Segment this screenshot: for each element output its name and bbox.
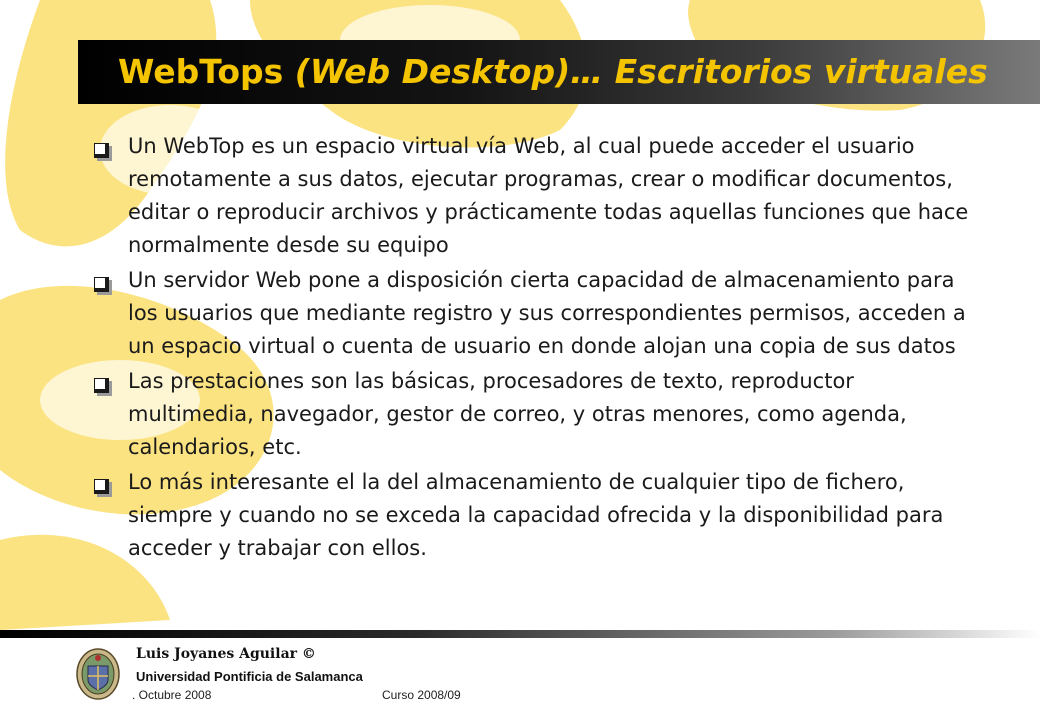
bullet-text: Lo más interesante el la del almacenamiento de cualquier tipo de fichero, siempre y cuando no se exceda la capacidad ofrecida y la disponibilidad para acceder y trabajar con ellos.: [128, 470, 944, 560]
bullet-text: Un servidor Web pone a disposición cierta capacidad de almacenamiento para los usuarios que mediante registro y sus correspondientes permisos, acceden a un espacio virtual o cuenta de usuario en donde alojan una copia de sus datos: [128, 268, 966, 358]
bullet-text: Un WebTop es un espacio virtual vía Web, al cual puede acceder el usuario remotamente a sus datos, ejecutar programas, crear o modificar documentos, editar o reproducir archivos y prácticamente todas aquellas funciones que hace normalmente desde su equipo: [128, 134, 969, 257]
bullet-text: Las prestaciones son las básicas, procesadores de texto, reproductor multimedia, navegador, gestor de correo, y otras menores, como agenda, calendarios, etc.: [128, 369, 907, 459]
checkbox-square-icon: [94, 479, 109, 494]
checkbox-square-icon: [94, 277, 109, 292]
footer-divider: [0, 630, 1040, 638]
checkbox-square-icon: [94, 143, 109, 158]
footer-date: . Octubre 2008: [132, 688, 212, 702]
slide-title: [118, 50, 988, 94]
university-seal-icon: [76, 648, 120, 700]
bullet-item: [92, 365, 972, 464]
footer-university: Universidad Pontificia de Salamanca: [136, 669, 363, 684]
bullet-item: [92, 264, 972, 363]
footer-author: Luis Joyanes Aguilar ©: [136, 646, 316, 662]
title-plain: WebTops: [118, 52, 295, 91]
bullet-list: [92, 130, 972, 567]
footer-course: Curso 2008/09: [382, 688, 461, 702]
bullet-item: [92, 466, 972, 565]
checkbox-square-icon: [94, 378, 109, 393]
bullet-item: [92, 130, 972, 262]
title-italic: (Web Desktop)… Escritorios virtuales: [294, 52, 988, 91]
